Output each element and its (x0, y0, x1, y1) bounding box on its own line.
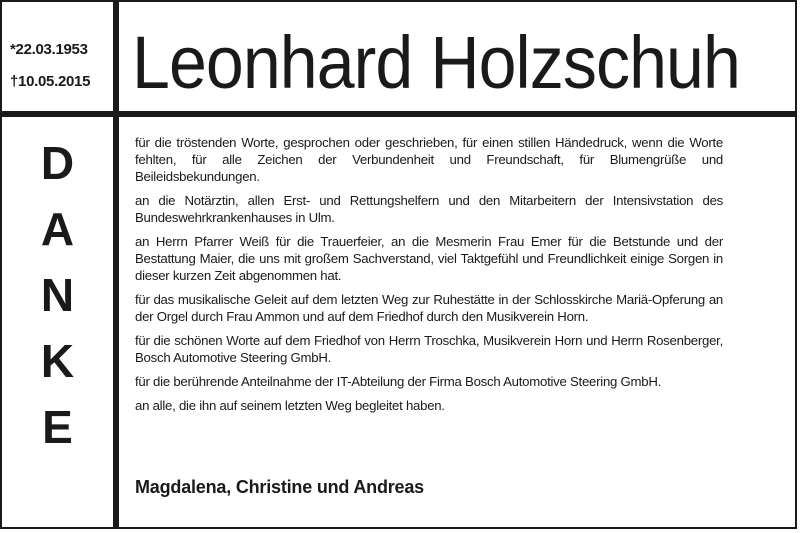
danke-letter: A (40, 203, 75, 255)
thanks-paragraph: für die tröstenden Worte, gesprochen oder geschrieben, für einen stillen Händedruck, wenn die Worte fehlten, für alle Zeichen der Verbundenheit und Freundschaft, für Blumengrüße und Beileidsbekundungen. (135, 135, 723, 184)
danke-letter: E (42, 401, 73, 453)
thanks-paragraph: an Herrn Pfarrer Weiß für die Trauerfeier, an die Mesmerin Frau Emer für die Betstunde und der Bestattung Maier, die uns mit großem Sachverstand, viel Taktgefühl und Freundlichkeit einige Sorgen in dieser kurzen Zeit abgenommen hat. (135, 234, 723, 283)
life-dates (10, 40, 110, 92)
thanks-text (135, 134, 723, 421)
horizontal-divider (2, 111, 795, 117)
thanks-paragraph: für die schönen Worte auf dem Friedhof von Herrn Troschka, Musikverein Horn und Herrn Rosenberger, Bosch Automotive Steering GmbH. (135, 333, 723, 365)
thanks-paragraph: an alle, die ihn auf seinem letzten Weg begleitet haben. (135, 398, 445, 413)
danke-letter: K (40, 335, 75, 387)
thanks-paragraph: an die Notärztin, allen Erst- und Rettungshelfern und den Mitarbeitern der Intensivstation des Bundeswehrkrankenhauses in Ulm. (135, 193, 723, 225)
vertical-divider (113, 2, 119, 527)
thanks-paragraph: für das musikalische Geleit auf dem letzten Weg zur Ruhestätte in der Schlosskirche Mariä-Opferung an der Orgel durch Frau Ammon und auf dem Friedhof durch den Musikverein Horn. (135, 292, 723, 324)
thanks-paragraph: für die berührende Anteilnahme der IT-Abteilung der Firma Bosch Automotive Steering GmbH. (135, 374, 662, 389)
danke-letter: D (40, 137, 75, 189)
signature: Magdalena, Christine und Andreas (135, 477, 424, 497)
danke-letter: N (40, 269, 75, 321)
death-date: †10.05.2015 (10, 73, 91, 90)
deceased-name: Leonhard Holzschuh (132, 21, 740, 104)
birth-date: *22.03.1953 (10, 41, 88, 58)
